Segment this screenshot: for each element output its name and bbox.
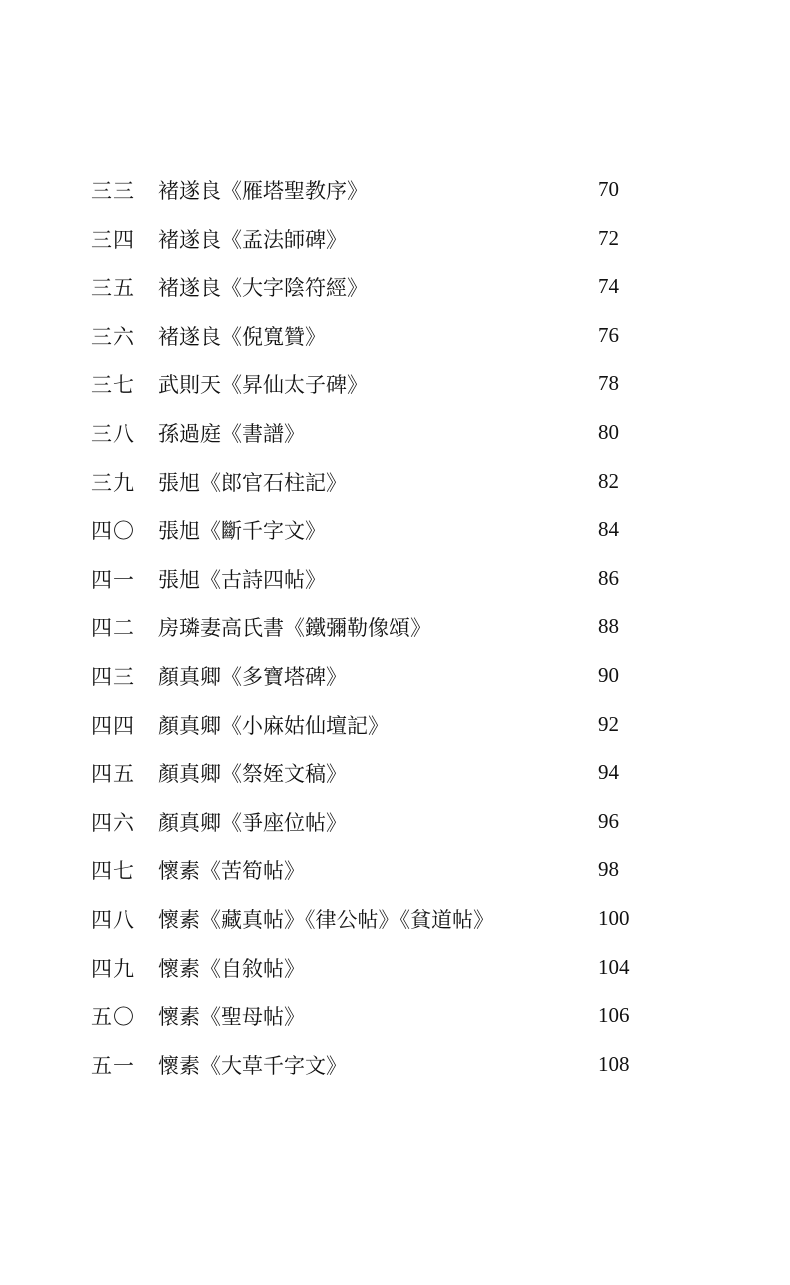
toc-entry[interactable]: [0, 167, 790, 216]
entry-title: 孫過庭《書譜》: [158, 421, 305, 446]
toc-entry[interactable]: [0, 556, 790, 605]
entry-title: 武則天《昇仙太子碑》: [158, 373, 368, 398]
entry-page: 70: [598, 177, 619, 201]
entry-number: 三七: [91, 373, 135, 398]
entry-title: 褚遂良《倪寬贊》: [158, 324, 326, 349]
entry-title: 張旭《郎官石柱記》: [158, 470, 347, 495]
toc-entry[interactable]: [0, 653, 790, 702]
entry-number: 四四: [91, 713, 135, 738]
entry-title: 張旭《斷千字文》: [158, 519, 326, 544]
toc-entry[interactable]: [0, 604, 790, 653]
entry-number: 四一: [91, 567, 135, 592]
toc-entry[interactable]: [0, 459, 790, 508]
entry-page: 106: [598, 1003, 630, 1028]
entry-title: 顏真卿《祭姪文稿》: [158, 762, 347, 787]
entry-page: 76: [598, 322, 619, 347]
entry-number: 四八: [91, 907, 135, 932]
entry-number: 四三: [91, 664, 135, 689]
entry-number: 四五: [91, 762, 135, 787]
entry-page: 72: [598, 225, 619, 250]
toc-entry[interactable]: [0, 216, 790, 265]
entry-title: 懷素《大草千字文》: [158, 1053, 347, 1078]
entry-number: 五一: [91, 1053, 135, 1078]
entry-title: 張旭《古詩四帖》: [158, 567, 326, 592]
entry-number: 三四: [91, 227, 135, 252]
entry-title: 顏真卿《小麻姑仙壇記》: [158, 713, 389, 738]
entry-page: 84: [598, 517, 619, 542]
entry-page: 96: [598, 808, 619, 833]
entry-title: 褚遂良《雁塔聖教序》: [158, 179, 368, 203]
toc-entry[interactable]: [0, 750, 790, 799]
entry-number: 四〇: [91, 519, 135, 544]
entry-number: 三五: [91, 276, 135, 301]
toc-entry[interactable]: [0, 702, 790, 751]
entry-number: 四二: [91, 616, 135, 641]
entry-page: 98: [598, 857, 619, 882]
entry-title: 懷素《自敘帖》: [158, 956, 305, 981]
entry-page: 100: [598, 905, 630, 930]
entry-number: 三三: [91, 179, 135, 203]
toc-entry[interactable]: [0, 945, 790, 994]
entry-page: 80: [598, 419, 619, 444]
toc-entry[interactable]: [0, 1042, 790, 1091]
table-of-contents: [0, 167, 790, 1090]
entry-title: 房璘妻高氏書《鐵彌勒像頌》: [158, 616, 431, 641]
toc-entry[interactable]: [0, 313, 790, 362]
entry-page: 94: [598, 760, 619, 785]
entry-page: 108: [598, 1051, 630, 1076]
entry-title: 懷素《藏真帖》《律公帖》《貧道帖》: [158, 907, 494, 932]
entry-page: 82: [598, 468, 619, 493]
entry-page: 88: [598, 614, 619, 639]
entry-number: 四七: [91, 859, 135, 884]
entry-number: 五〇: [91, 1005, 135, 1030]
toc-entry[interactable]: [0, 361, 790, 410]
entry-title: 褚遂良《孟法師碑》: [158, 227, 347, 252]
entry-number: 三八: [91, 421, 135, 446]
entry-page: 92: [598, 711, 619, 736]
toc-entry[interactable]: [0, 264, 790, 313]
entry-title: 顏真卿《爭座位帖》: [158, 810, 347, 835]
toc-entry[interactable]: [0, 410, 790, 459]
toc-entry[interactable]: [0, 847, 790, 896]
entry-page: 104: [598, 954, 630, 979]
toc-entry[interactable]: [0, 896, 790, 945]
entry-page: 74: [598, 274, 619, 299]
entry-number: 四九: [91, 956, 135, 981]
toc-entry[interactable]: [0, 507, 790, 556]
entry-title: 懷素《苦筍帖》: [158, 859, 305, 884]
entry-number: 三六: [91, 324, 135, 349]
toc-entry[interactable]: [0, 993, 790, 1042]
entry-page: 86: [598, 565, 619, 590]
entry-title: 懷素《聖母帖》: [158, 1005, 305, 1030]
entry-number: 四六: [91, 810, 135, 835]
entry-title: 顏真卿《多寶塔碑》: [158, 664, 347, 689]
entry-number: 三九: [91, 470, 135, 495]
toc-entry[interactable]: [0, 799, 790, 848]
entry-title: 褚遂良《大字陰符經》: [158, 276, 368, 301]
entry-page: 78: [598, 371, 619, 396]
entry-page: 90: [598, 662, 619, 687]
